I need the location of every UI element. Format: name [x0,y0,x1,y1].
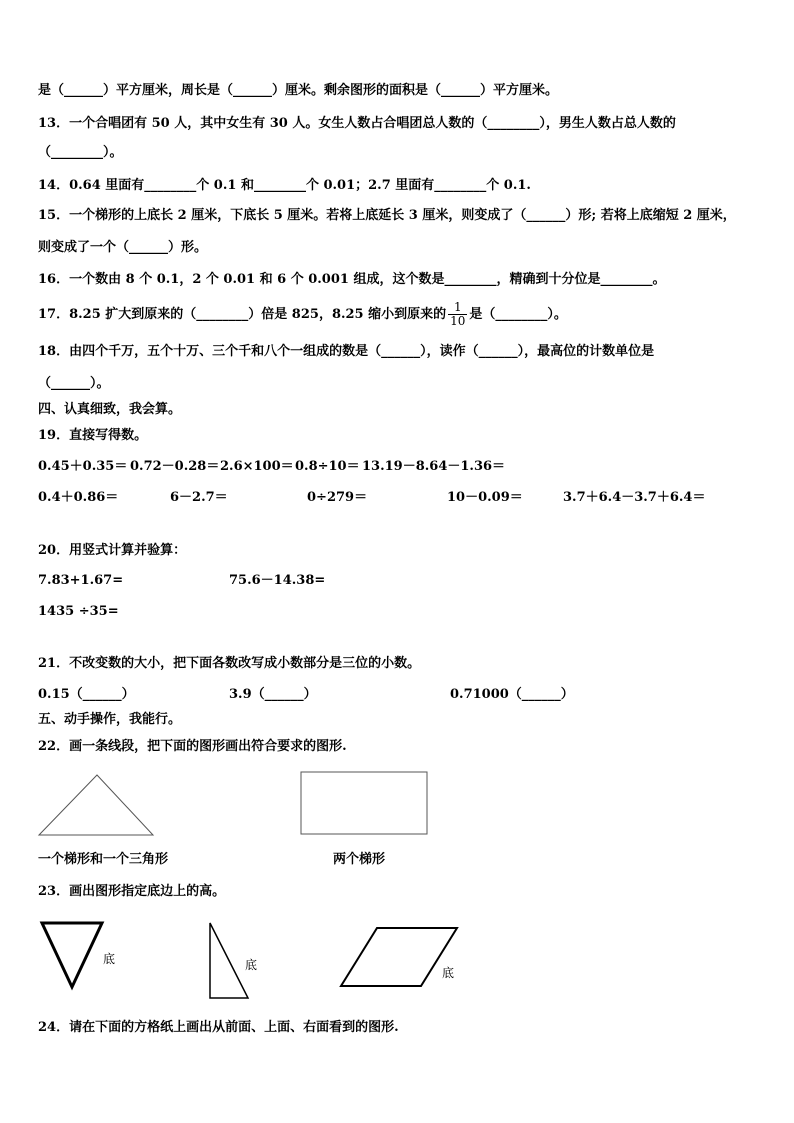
q19-r2-item: 0÷279＝ [307,490,368,505]
q19-r2-item: 6－2.7＝ [170,490,228,505]
q19-r2-item: 3.7＋6.4－3.7＋6.4＝ [563,490,706,505]
q23-inverted-triangle [42,923,102,987]
q13-line1: 13．一个合唱团有 50 人，其中女生有 30 人。女生人数占合唱团总人数的（________），男生人数占总人数的 [38,116,676,131]
section5-heading: 五、动手操作，我能行。 [38,712,182,727]
q20-title: 20．用竖式计算并验算： [38,543,187,558]
q18-line1: 18．由四个千万，五个十万、三个千和八个一组成的数是（______），读作（______），最高位的计数单位是 [38,344,655,359]
q16-text: 16．一个数由 8 个 0.1，2 个 0.01 和 6 个 0.001 组成，这个数是________，精确到十分位是________。 [38,272,666,287]
q19-r1-item: 0.45＋0.35＝ [38,459,128,474]
q23-title: 23．画出图形指定底边上的高。 [38,884,226,899]
q22-title: 22．画一条线段，把下面的图形画出符合要求的图形. [38,739,347,754]
q23-parallelogram [341,928,457,986]
q17-before: 17．8.25 扩大到原来的（________）倍是 825，8.25 缩小到原来的 [38,307,447,322]
q24-text: 24．请在下面的方格纸上画出从前面、上面、右面看到的图形. [38,1020,399,1035]
q21-item: 3.9（______） [229,687,317,702]
q14-text: 14．0.64 里面有________个 0.1 和________个 0.01；2.7 里面有________个 0.1. [38,178,531,193]
section4-heading: 四、认真细致，我会算。 [38,402,182,417]
q23-base-label-right-triangle: 底 [245,958,258,972]
q13-line2: （________）。 [38,145,123,160]
q15-line2: 则变成了一个（______）形。 [38,240,208,255]
q23-base-label-parallelogram: 底 [442,966,455,980]
q17-frac-denominator: 10 [450,314,466,328]
q19-title: 19．直接写得数。 [38,428,148,443]
q23-base-label-triangle: 底 [103,952,116,966]
q22-label-right: 两个梯形 [333,852,386,867]
q17-after: 是（________）。 [469,307,567,322]
q19-r2-item: 10－0.09＝ [447,490,523,505]
q12-tail-text: 是（______）平方厘米，周长是（______）厘米。剩余图形的面积是（______）平方厘米。 [38,83,559,98]
q21-item: 0.15（______） [38,687,135,702]
q20-item: 75.6－14.38= [229,573,326,588]
q17-frac-numerator: 1 [448,301,467,315]
q21-title: 21．不改变数的大小，把下面各数改写成小数部分是三位的小数。 [38,656,421,671]
q18-line2: （______）。 [38,376,110,391]
q20-item: 1435 ÷35= [38,604,119,619]
q19-r2-item: 0.4＋0.86＝ [38,490,119,505]
q20-item: 7.83+1.67= [38,573,124,588]
q19-r1-item: 13.19－8.64－1.36＝ [362,459,506,474]
q21-item: 0.71000（______） [450,687,574,702]
q15-line1: 15．一个梯形的上底长 2 厘米，下底长 5 厘米。若将上底延长 3 厘米，则变成了（______）形; 若将上底缩短 2 厘米， [38,208,736,223]
q19-r1-item: 0.8÷10＝ [295,459,360,474]
q22-label-left: 一个梯形和一个三角形 [38,852,169,867]
q19-r1-item: 0.72－0.28＝ [130,459,220,474]
q23-right-triangle [210,923,248,998]
q19-r1-item: 2.6×100＝ [220,459,294,474]
